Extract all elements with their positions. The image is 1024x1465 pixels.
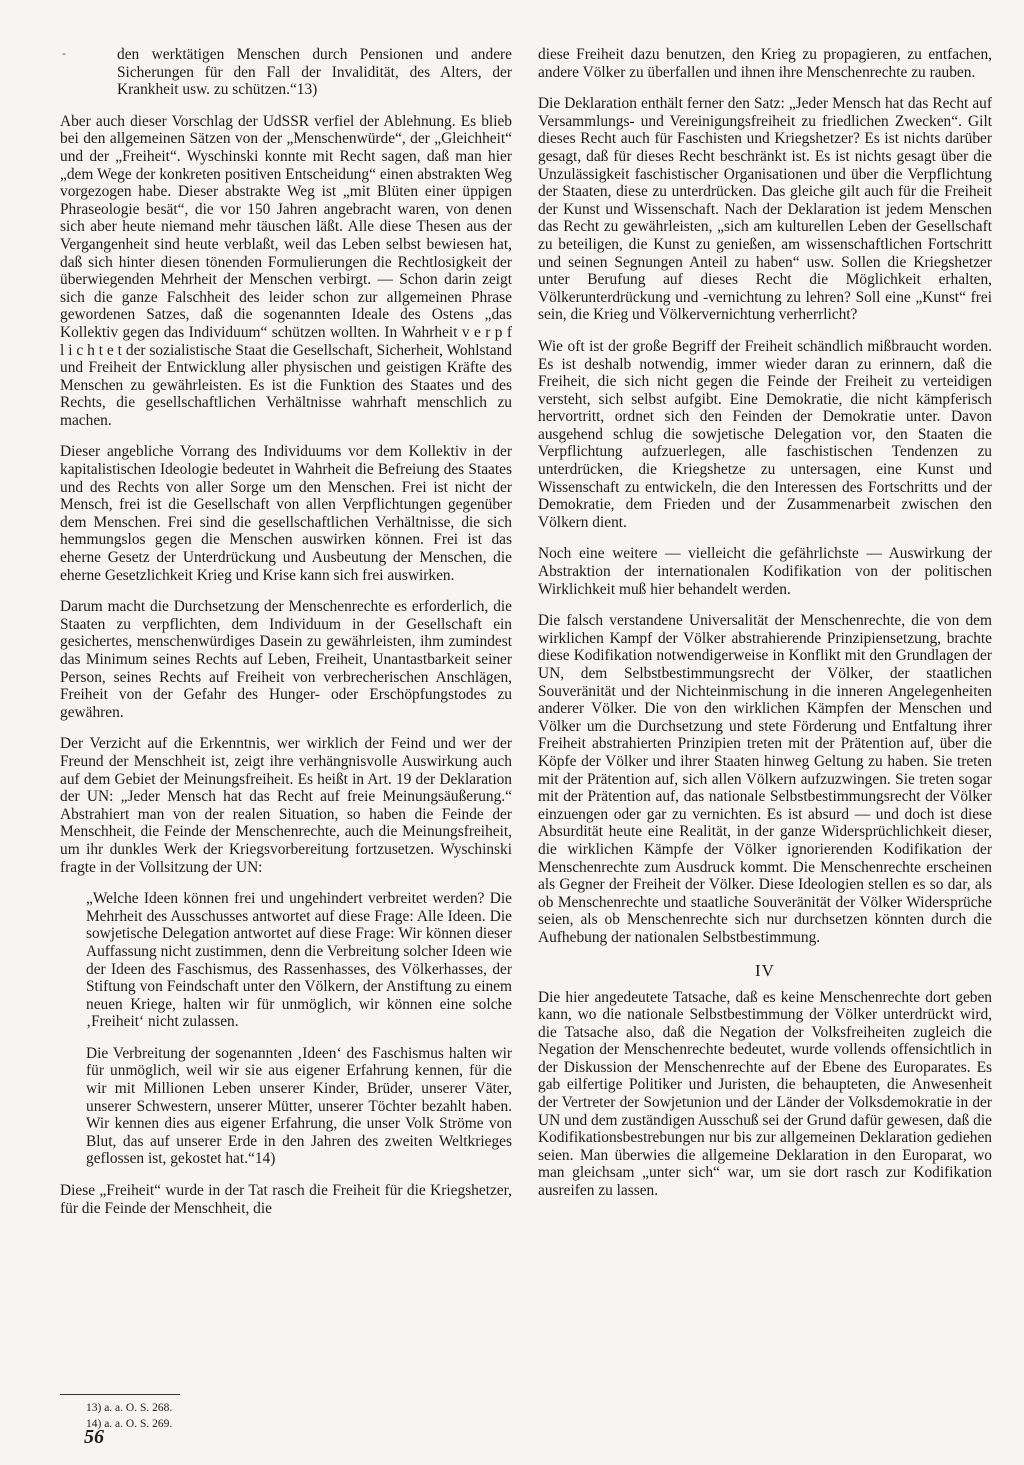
paragraph: Die hier angedeutete Tatsache, daß es keine Menschenrechte dort geben kann, wo die nationale Selbstbestimmung der Völker unterdrückt wird, die Tatsache also, daß die Negation der Volksfreiheiten zugleich die Negation der Menschenrechte bedeutet, wurde vollends offensichtlich in der Diskussion der Menschenrechte auf der Ebene des Europarates. Es gab eilfertige Politiker und Juristen, die behaupteten, die Anwesenheit der Vertreter der Sowjetunion und der Länder der Volksdemokratie in der UN und dem zuständigen Ausschuß sei der Grund dafür gewesen, daß die Kodifikationsbestrebungen nur bis zur allgemeinen Deklaration gediehen seien. Man überwies die allgemeine Deklaration in den Europarat, wo man gleichsam „unter sich“ war, um sie dort rasch zur Kodifikation ausreifen zu lassen. — [538, 988, 992, 1200]
section-heading: IV — [755, 960, 775, 980]
paragraph: Die Deklaration enthält ferner den Satz: „Jeder Mensch hat das Recht auf Versammlungs- und Vereinigungsfreiheit zu friedlichen Zwecken“. Gilt dieses Recht auch für Faschisten und Kriegshetzer? Es ist nichts darüber gesagt, daß für dieses Recht beschränkt ist. Es ist nichts gesagt über die Unzulässigkeit faschistischer Organisationen und über die Verpflichtung der Staaten, diese zu unterdrücken. Das gleiche gilt auch für die Freiheit der Kunst und Wissenschaft. Nach der Deklaration ist jedem Menschen das Recht zu gewährleisten, „sich am kulturellen Leben der Gesellschaft zu beteiligen, die Kunst zu genießen, am wissenschaftlichen Fortschritt und seinen Segnungen Anteil zu haben“ usw. Sollen die Kriegshetzer unter Berufung auf dieses Recht die Möglichkeit erhalten, Völkerunterdrückung und -vernichtung zu lehren? Soll eine „Kunst“ frei sein, die Krieg und Völkervernichtung verherrlicht? — [538, 95, 992, 324]
paragraph: Aber auch dieser Vorschlag der UdSSR verfiel der Ablehnung. Es blieb bei den allgemeinen Sätzen von der „Menschenwürde“, der „Gleichheit“ und der „Freiheit“. Wyschinski konnte mit Recht sagen, daß man hier „dem Wege der konkreten positiven Entscheidung“ einen abstrakten Weg vorgezogen habe. Dieser abstrakte Weg ist „mit Blüten einer üppigen Phraseologie besät“, die vor 150 Jahren angebracht waren, von denen sich aber heute niemand mehr täuschen läßt. Alle diese Thesen aus der Vergangenheit sind heute verblaßt, weil das Leben selbst bewiesen hat, daß sich hinter diesen tönenden Formulierungen die Rechtlosigkeit der überwiegenden Mehrheit der Menschen verbirgt. — Schon darin zeigt sich die ganze Falschheit des leider schon zur allgemeinen Phrase gewordenen Satzes, daß die sogenannten Ideale des Ostens „das Kollektiv gegen das Individuum“ schützen wollten. In Wahrheit v e r p f l i c h t e t der sozialistische Staat die Gesellschaft, Sicherheit, Wohlstand und Freiheit der Entwicklung aller physischen und geistigen Kräfte des Menschen zu gewährleisten. Es ist die Funktion des Staates und des Rechts, die gesellschaftlichen Verhältnisse wahrhaft menschlich zu machen. — [60, 112, 512, 429]
margin-mark: - — [62, 46, 66, 60]
right-column — [538, 46, 992, 1214]
paragraph: Wie oft ist der große Begriff der Freiheit schändlich mißbraucht worden. Es ist deshalb notwendig, immer wieder daran zu erinnern, daß die Freiheit, die sich nicht gegen die Feinde der Freiheit zu verteidigen versteht, sich selbst aufgibt. Eine Demokratie, die nicht kämpferisch hervortritt, ordnet sich den Feinden der Demokratie unter. Davon ausgehend schlug die sowjetische Delegation vor, den Staaten die Verpflichtung aufzuerlegen, alle faschistischen Tendenzen zu unterdrücken, die Kriegshetze zu untersagen, eine Kunst und Wissenschaft zu entwickeln, die den Interessen des Fortschritts und der Demokratie, dem Frieden und der Zusammenarbeit zwischen den Völkern dient. — [538, 337, 992, 531]
paragraph: Darum macht die Durchsetzung der Menschenrechte es erforderlich, die Staaten zu verpflichten, dem Individuum in der Gesellschaft ein gesichertes, menschenwürdiges Dasein zu gewährleisten, ihm zumindest das Minimum seines Rechts auf Leben, Freiheit, Unantastbarkeit seiner Person, seines Rechts auf Freiheit von verbrecherischen Anschlägen, Freiheit von der Gefahr des Hunger- oder Erschöpfungstodes zu gewähren. — [60, 598, 512, 721]
paragraph: Die falsch verstandene Universalität der Menschenrechte, die von dem wirklichen Kampf der Völker abstrahierende Prinzipiensetzung, brachte diese Kodifikation notwendigerweise in Konflikt mit den Grundlagen der UN, dem Selbstbestimmungsrecht der Völker, der staatlichen Souveränität und der Nichteinmischung in die inneren Angelegenheiten anderer Völker. Die von den wirklichen Kämpfen der Menschen und Völker um die Durchsetzung und stete Förderung und Entfaltung ihrer Freiheit abstrahierten Prinzipien treten mit der Prätention auf, über die Köpfe der Völker und ihrer Staaten hinweg Geltung zu haben. Sie treten mit der Prätention auf, sich allen Völkern aufzuzwingen. Sie treten sogar mit der Prätention auf, das nationale Selbstbestimmungsrecht der Völker einzuengen oder gar zu vernichten. Es ist absurd — und doch ist diese Absurdität heute eine Realität, in der ganze Widersprüchlichkeit dieser, die wirklichen Kämpfe der Völker ignorierenden Kodifikation der Menschenrechte zum Ausdruck kommt. Die Menschenrechte erscheinen als Gegner der Freiheit der Völker. Diese Ideologien stellen es so dar, als ob Menschenrechte und staatliche Souveränität der Völker Widersprüche seien, als ob Menschenrechte sich nur durchsetzen könnten durch die Aufhebung der nationalen Selbstbestimmung. — [538, 612, 992, 946]
paragraph: Der Verzicht auf die Erkenntnis, wer wirklich der Feind und wer der Freund der Menschheit ist, zeigt ihre verhängnisvolle Auswirkung auch auf dem Gebiet der Meinungsfreiheit. Es heißt in Art. 19 der Deklaration der UN: „Jeder Mensch hat das Recht auf freie Meinungsäußerung.“ Abstrahiert man von der realen Situation, so haben die Feinde der Menschheit, die Feinde der Menschenrechte, auch die Meinungsfreiheit, um ihr dunkles Werk der Kriegsvorbereitung fortzusetzen. Wyschinski fragte in der Vollsitzung der UN: — [60, 735, 512, 876]
footnote-rule — [60, 1394, 180, 1395]
quote-paragraph: Die Verbreitung der sogenannten ‚Ideen‘ des Faschismus halten wir für unmöglich, weil wir sie aus eigener Erfahrung kennen, für die wir mit Millionen Leben unserer Kinder, Brüder, unserer Väter, unserer Schwestern, unserer Mütter, unserer Töchter bezahlt haben. Wir kennen dies aus eigener Erfahrung, die unser Volk Ströme von Blut, das auf unserer Erde in den Jahren des zweiten Weltkrieges geflossen ist, gekostet hat.“14) — [86, 1044, 512, 1168]
footnote-13: 13) a. a. O. S. 268. — [86, 1402, 173, 1414]
paragraph: Dieser angebliche Vorrang des Individuums vor dem Kollektiv in der kapitalistischen Ideologie bedeutet in Wahrheit die Befreiung des Staates und des Rechts von aller Sorge um den Menschen. Frei ist nicht der Mensch, frei ist die Gesellschaft von allen Verpflichtungen gegenüber dem Menschen. Frei sind die gesellschaftlichen Verhältnisse, die sich hemmungslos gegen die Menschen auswirken können. Frei ist das eherne Gesetz der Unterdrückung und Ausbeutung der Menschen, die eherne Gesetzlichkeit Krieg und Krise kann sich frei auswirken. — [60, 443, 512, 584]
quote-paragraph: „Welche Ideen können frei und ungehindert verbreitet werden? Die Mehrheit des Ausschusses antwortet auf diese Frage: Alle Ideen. Die sowjetische Delegation antwortet auf diese Frage: Wir können dieser Auffassung nicht zustimmen, denn die Verbreitung solcher Ideen wie der Ideen des Faschismus, des Rassenhasses, des Völkerhasses, der Stiftung von Feindschaft unter den Völkern, der Anstiftung zu einem neuen Kriege, halten wir für unmöglich, wir können eine solche ‚Freiheit‘ nicht zulassen. — [86, 890, 512, 1031]
paragraph: Diese „Freiheit“ wurde in der Tat rasch die Freiheit für die Kriegshetzer, für die Feinde der Menschheit, die — [60, 1182, 512, 1217]
page-number: 56 — [84, 1426, 104, 1448]
paragraph: diese Freiheit dazu benutzen, den Krieg zu propagieren, zu entfachen, andere Völker zu überfallen und ihnen ihre Menschenrechte zu rauben. — [538, 46, 992, 81]
paragraph: Noch eine weitere — vielleicht die gefährlichste — Auswirkung der Abstraktion der internationalen Kodifikation von der politischen Wirklichkeit muß hier behandelt werden. — [538, 545, 992, 598]
footnote-14: 14) a. a. O. S. 269. — [86, 1418, 173, 1430]
paragraph: den werktätigen Menschen durch Pensionen und andere Sicherungen für den Fall der Invalidität, des Alters, der Krankheit usw. zu schützen.“13) — [117, 46, 512, 99]
left-column — [60, 46, 512, 1231]
